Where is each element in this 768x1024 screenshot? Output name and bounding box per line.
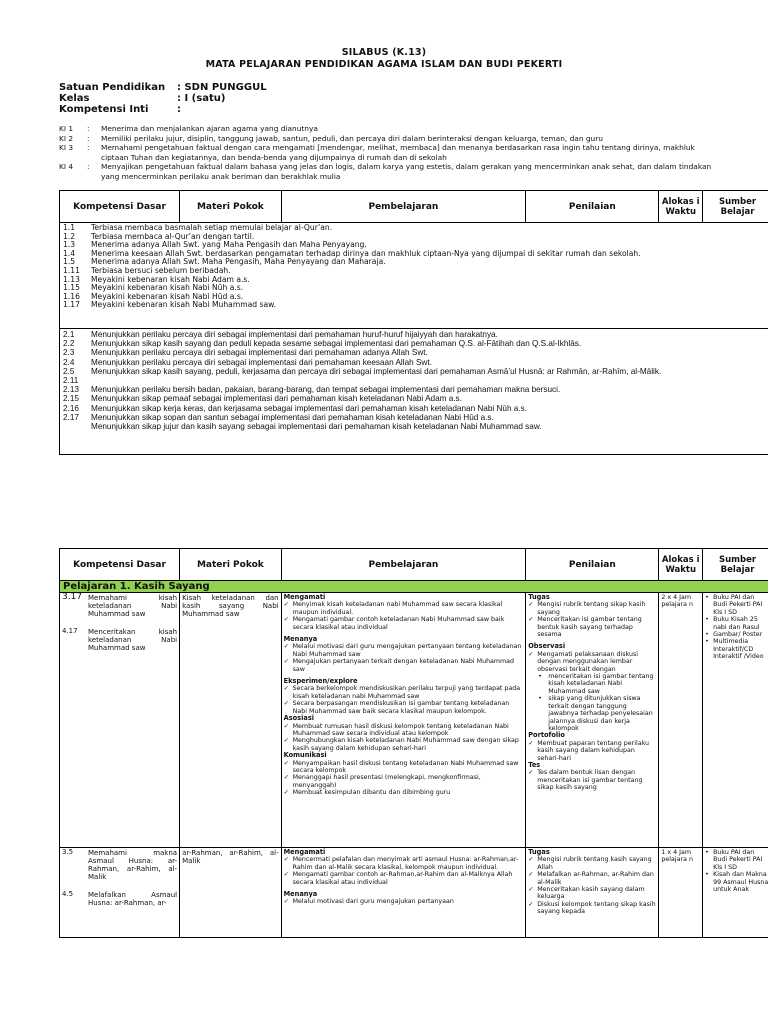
penilaian-cell: Tugas ✓ Mengisi rubrik tentang kasih sayang Allah ✓ Melafalkan ar-Rahman, ar-Rahim dan al-Malik ✓ Menceritakan kasih sayang dalam keluarga ✓ Diskusi kelompok tentang sikap kasih sayang kepada [526,848,659,938]
col-header-sumber: Sumber Belajar [703,549,768,581]
list-item: 2.4 Menunjukkan perilaku percaya diri sebagai implementasi dari pemahaman keesaan Allah Swt. [63,357,432,367]
kd-cell: 3.5 Memahami makna Asmaul Husna: ar-Rahman, ar-Rahim, al-Malik 4.5 Melafalkan Asmaul Husna: ar-Rahman, ar- [60,848,180,938]
ki-list [59,124,724,182]
pembelajaran-cell: Mengamati ✓ Menyimak kisah keteladanan nabi Muhammad saw secara klasikal maupun individual. ✓ Mengamati gambar contoh keteladanan Nabi Muhammad saw baik secara klasikal atau individual Menanya ✓ Melalui motivasi dari guru mengajukan pertanyaan tentang keteladanan Nabi Muhammad saw ✓ Mengajukan pertanyaan terkait dengan keteladanan Nabi Muhammad saw Eksperimen/explore ✓ Secara berkelompok mendiskusikan perilaku terpuji yang terdapat pada kisah keteladanan nabi Muhammad saw ✓ Secara berpasangan mendiskusikan isi gambar tentang keteladanan Nabi Muhammad saw baik secara klasikal maupun kelompok. Asosiasi ✓ Membuat rumusan hasil diskusi kelompok tentang keteladanan Nabi Muhammad saw secara individual atau kelompok ✓ Menghubungkan kisah keteladanan Nabi Muhammad saw dengan sikap kasih sayang dalam kehidupan sehari-hari Komunikasi ✓ Menyampaikan hasil diskusi tentang keteladanan Nabi Muhammad saw secara kelompok ✓ Menanggapi hasil presentasi (melengkapi, mengkonfirmasi, menyanggah) ✓ Membuat kesimpulan dibantu dan dibimbing guru [281,593,526,848]
list-item: 1.11 Terbiasa bersuci sebelum beribadah. [63,265,231,275]
list-item: 1.16 Meyakini kebenaran kisah Nabi Hūd a.s. [63,291,244,301]
sumber-cell: • Buku PAI dan Budi Pekerti PAI Kls I SD • Kisah dan Makna 99 Asmaul Husna untuk Anak [703,848,768,938]
list-item: 1.2 Terbiasa membaca al-Qur’an dengan tartil. [63,231,255,241]
table-row [60,848,768,938]
list-item: 1.17 Meyakini kebenaran kisah Nabi Muhammad saw. [63,300,277,310]
ki-item: KI 2 : Memiliki perilaku jujur, disiplin, tanggung jawab, santun, peduli, dan percaya diri dalam berinteraksi dengan keluarga, teman, dan guru [59,133,603,143]
list-item: 2.15 Menunjukkan sikap pemaaf sebagai implementasi dari pemahaman kisah keteladanan Nabi Adam a.s. [63,394,462,404]
col-header-alokasi: Alokas i Waktu [659,549,703,581]
col-header-kd: Kompetensi Dasar [60,549,180,581]
document-subtitle: MATA PELAJARAN PENDIDIKAN AGAMA ISLAM DAN BUDI PEKERTI [205,59,563,70]
kd2-list [60,329,768,455]
col-header-pembelajaran: Pembelajaran [281,191,526,223]
table-row [60,593,768,848]
list-item: 1.1 Terbiasa membaca basmalah setiap memulai belajar al-Qur’an. [63,223,333,232]
materi-cell: Kisah keteladanan dan kasih sayang Nabi Muhammad saw [180,593,282,848]
col-header-pembelajaran: Pembelajaran [281,549,526,581]
identity-row-class: Kelas : I (satu) [59,93,226,104]
list-item: 1.4 Menerima keesaan Allah Swt. berdasarkan pengamatan terhadap dirinya dan makhluk ciptaan-Nya yang dijumpai di sekitar rumah dan sekolah. [63,248,641,258]
list-item: 2.11 [63,376,79,386]
penilaian-cell: Tugas ✓ Mengisi rubrik tentang sikap kasih sayang ✓ Menceritakan isi gambar tentang bentuk kasih sayang terhadap sesama Observasi ✓ Mengamati pelaksanaan diskusi dengan menggunakan lembar observasi terkait dengan • menceritakan isi gambar tentang kisah keteladanan Nabi Muhammad saw • sikap yang ditunjukkan siswa terkait dengan tanggung jawabnya terhadap penyelesaian jalannya diskusi dan kerja kelompok Portofolio ✓ Membuat paparan tentang perilaku kasih sayang dalam kehidupan sehari-hari Tes ✓ Tes dalam bentuk lisan dengan menceritakan isi gambar tentang sikap kasih sayang [526,593,659,848]
col-header-penilaian: Penilaian [526,549,659,581]
alokasi-cell: 2 x 4 Jam pelajara n [659,593,703,848]
pembelajaran-cell: Mengamati ✓ Mencermati pelafalan dan menyimak arti asmaul Husna: ar-Rahman,ar-Rahim dan al-Malik secara klasikal, kelompok maupun individual. ✓ Mengamati gambar contoh ar-Rahman,ar-Rahim dan al-Malknya Allah secara klasikal atau individual Menanya ✓ Melalui motivasi dari guru mengajukan pertanyaan [281,848,526,938]
list-item: 1.3 Menerima adanya Allah Swt. yang Maha Pengasih dan Maha Penyayang. [63,240,367,250]
document-title: SILABUS (K.13) [341,47,427,58]
syllabus-table-1 [59,190,768,455]
identity-row-ki: Kompetensi Inti : [59,104,181,115]
list-item: Menunjukkan sikap jujur dan kasih sayang sebagai implementasi dari pemahaman kisah keteladanan Nabi Muhammad saw. [91,422,542,432]
list-item: 1.15 Meyakini kebenaran kisah Nabi Nūh a.s. [63,283,244,293]
list-item: 2.1 Menunjukkan perilaku percaya diri sebagai implementasi dari pemahaman huruf-huruf hijaiyyah dan harakatnya. [63,330,498,339]
list-item: 2.16 Menunjukkan sikap kerja keras, dan kerjasama sebagai implementasi dari pemahaman kisah keteladanan Nabi Nūh a.s. [63,403,527,413]
col-header-materi: Materi Pokok [180,549,282,581]
list-item: 1.5 Menerima adanya Allah Swt. Maha Pengasih, Maha Penyayang dan Maharaja. [63,257,386,267]
syllabus-table-2 [59,548,768,938]
list-item: 2.13 Menunjukkan perilaku bersih badan, pakaian, barang-barang, dan tempat sebagai implementasi dari pemahaman makna bersuci. [63,385,561,395]
col-header-penilaian: Penilaian [526,191,659,223]
alokasi-cell: 1 x 4 Jam pelajara n [659,848,703,938]
list-item: 2.2 Menunjukkan sikap kasih sayang dan peduli kepada sesame sebagai implementasi dari pemahaman Q.S. al-Fātihah dan Q.S.al-Ikhlās. [63,339,582,349]
list-item: 2.5 Menunjukkan sikap kasih sayang, peduli, kerjasama dan percaya diri sebagai implementasi dari pemahaman Asmā’ul Husnā: ar Rahmān, ar-Rahīm, al-Mālik. [63,366,662,376]
kd-cell: 3.17 Memahami kisah keteladanan Nabi Muhammad saw 4.17 Menceritakan kisah keteladanan Nabi Muhammad saw [60,593,180,848]
ki-item: KI 4 : Menyajikan pengetahuan faktual dalam bahasa yang jelas dan logis, dalam karya yang estetis, dalam gerakan yang mencerminkan anak sehat, dan dalam tindakan yang mencerminkan perilaku anak beriman dan berakhlak mulia [59,162,712,181]
col-header-alokasi: Alokas i Waktu [659,191,703,223]
ki-item: KI 3 : Memahami pengetahuan faktual dengan cara mengamati [mendengar, melihat, membaca] dan menanya berdasarkan rasa ingin tahu tentang dirinya, makhluk ciptaan Tuhan dan kegiatannya, dan benda-benda yang dijumpainya di rumah dan di sekolah [59,143,695,162]
kd1-list [60,223,768,329]
lesson-title: Pelajaran 1. Kasih Sayang [60,581,768,593]
identity-row-school: Satuan Pendidikan : SDN PUNGGUL [59,82,267,93]
materi-cell: ar-Rahman, ar-Rahim, al-Malik [180,848,282,938]
sumber-cell: • Buku PAI dan Budi Pekerti PAI Kls I SD • Buku Kisah 25 nabi dan Rasul • Gambar/ Poster • Multimedia Interaktif/CD Interaktif /Video [703,593,768,848]
list-item: 2.3 Menunjukkan perilaku percaya diri sebagai implementasi dari pemahaman adanya Allah Swt. [63,348,428,358]
list-item: 1.13 Meyakini kebenaran kisah Nabi Adam a.s. [63,274,250,284]
list-item: 2.17 Menunjukkan sikap sopan dan santun sebagai implementasi dari pemahaman kisah keteladanan Nabi Hūd a.s. [63,412,494,422]
col-header-sumber: Sumber Belajar [703,191,768,223]
ki-item: KI 1 : Menerima dan menjalankan ajaran agama yang dianutnya [59,124,318,133]
col-header-kd: Kompetensi Dasar [60,191,180,223]
col-header-materi: Materi Pokok [180,191,282,223]
